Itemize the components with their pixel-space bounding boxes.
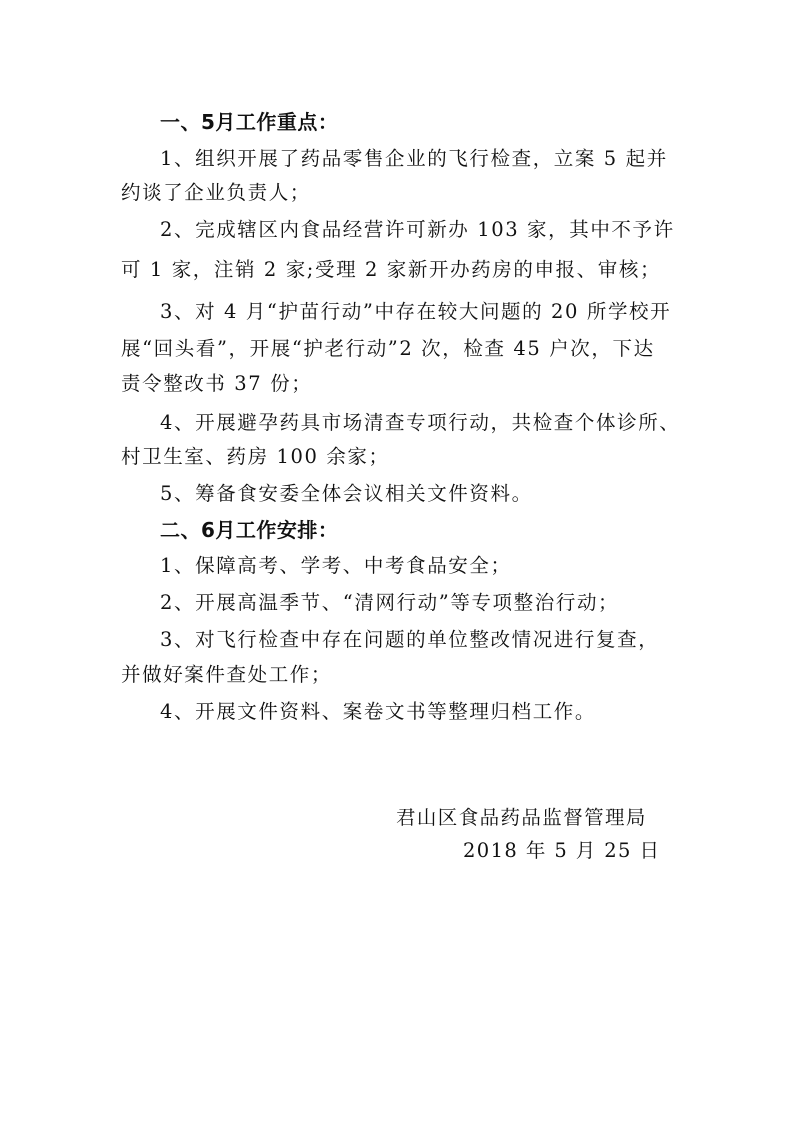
section2-item1-line1: 1、保障高考、学考、中考食品安全； (160, 554, 512, 577)
section1-item2-line1: 2、完成辖区内食品经营许可新办 103 家，其中不予许 (160, 218, 675, 241)
section1-item3-line3: 责令整改书 37 份； (121, 372, 313, 395)
section1-item4-line1: 4、开展避孕药具市场清查专项行动，共检查个体诊所、 (160, 411, 681, 434)
signature-organization: 君山区食品药品监督管理局 (396, 806, 647, 829)
section1-item1-line1: 1、组织开展了药品零售企业的飞行检查，立案 5 起并 (160, 147, 668, 170)
section2-item3-line2: 并做好案件查处工作； (121, 663, 333, 686)
section1-item1-line2: 约谈了企业负责人； (121, 181, 311, 204)
section2-item4-line1: 4、开展文件资料、案卷文书等整理归档工作。 (160, 700, 597, 723)
section1-item4-line2: 村卫生室、药房 100 余家； (121, 445, 390, 468)
section2-heading: 二、6月工作安排： (160, 518, 339, 542)
section1-item2-line2: 可 1 家，注销 2 家;受理 2 家新开办药房的申报、审核； (121, 258, 662, 281)
section2-item3-line1: 3、对飞行检查中存在问题的单位整改情况进行复查， (160, 628, 660, 651)
section1-heading: 一、5月工作重点： (160, 110, 339, 134)
section2-item2-line1: 2、开展高温季节、“清网行动”等专项整治行动； (160, 591, 620, 614)
section1-item3-line2: 展“回头看”，开展“护老行动”2 次，检查 45 户次，下达 (121, 337, 655, 360)
section1-item5-line1: 5、筹备食安委全体会议相关文件资料。 (160, 482, 533, 505)
section1-item3-line1: 3、对 4 月“护苗行动”中存在较大问题的 20 所学校开 (160, 300, 672, 323)
signature-date: 2018 年 5 月 25 日 (463, 839, 661, 862)
